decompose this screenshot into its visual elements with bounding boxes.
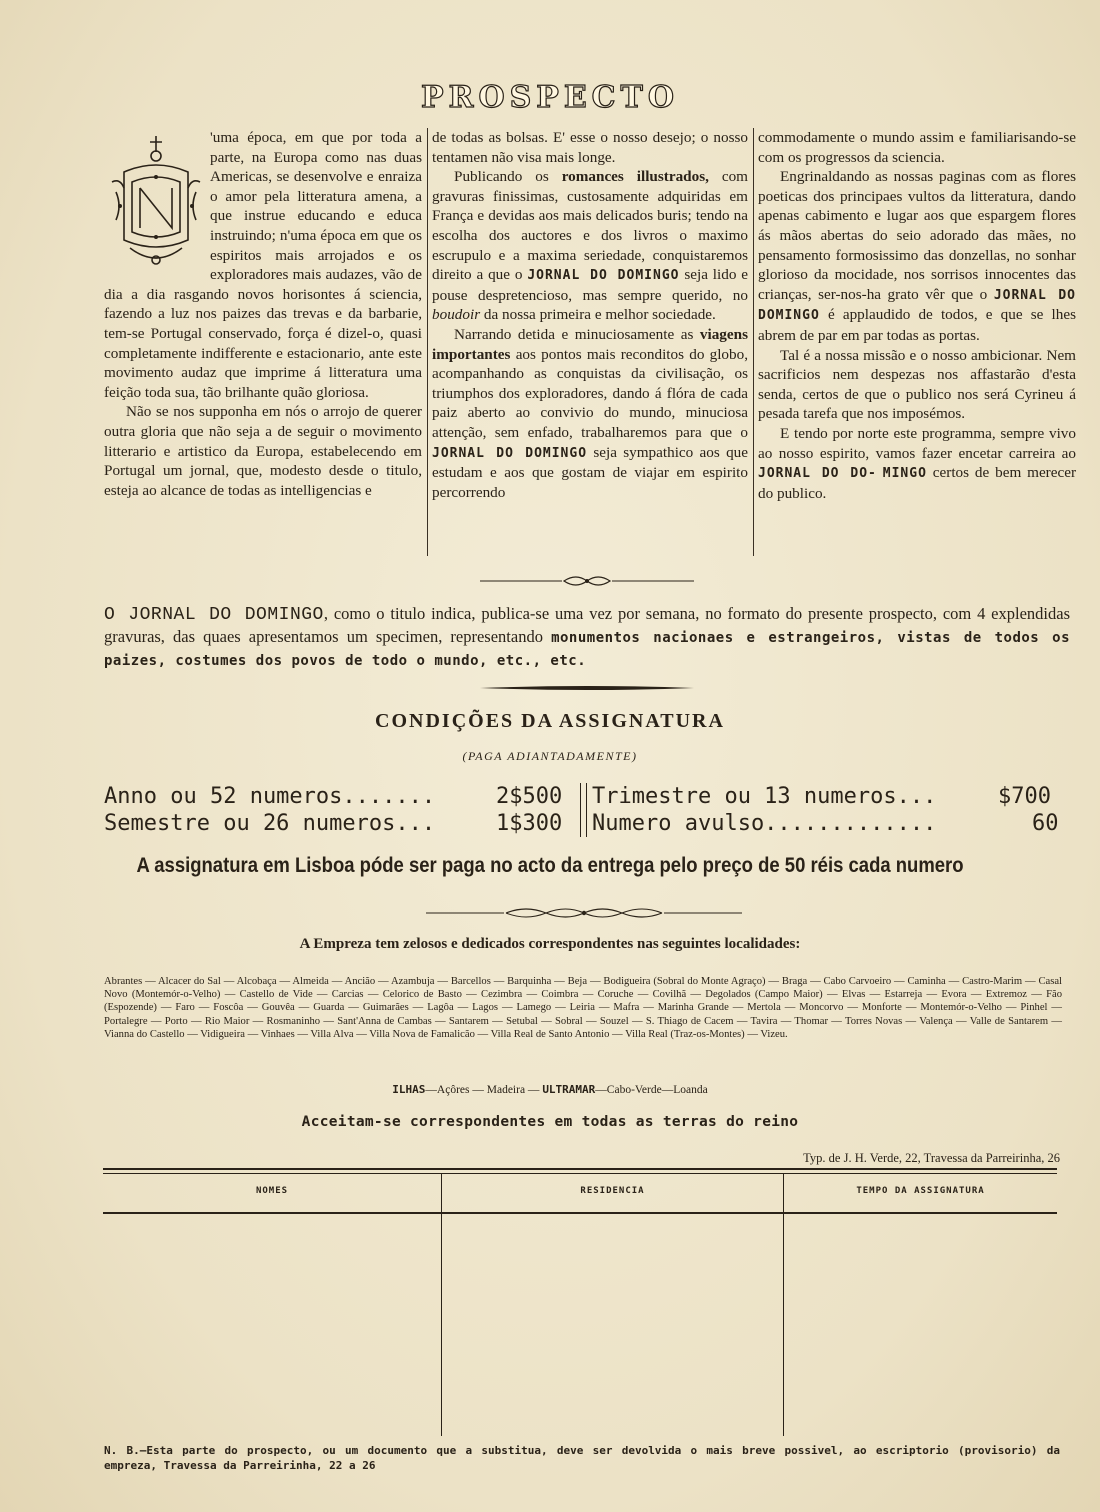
price-label: Anno ou 52 numeros....... [104, 784, 436, 809]
paragraph: Não se nos supponha em nós o arrojo de querer outra gloria que não seja a de seguir o movimento litterario e artistico da Europa, estabelecendo em Portugal um jornal, que, modesto desde o titulo, esteja ao alcance de todas as intelligencias e [104, 403, 422, 499]
subscription-form-table [103, 1168, 1057, 1438]
table-column-rule [783, 1174, 784, 1436]
conditions-title: CONDIÇÕES DA ASSIGNATURA [375, 710, 725, 732]
islands-line: ILHAS—Açôres — Madeira — ULTRAMAR—Cabo-Verde—Loanda [392, 1083, 708, 1096]
price-value: 2$500 [496, 784, 563, 809]
paragraph: 'uma época, em que por toda a parte, na Europa como nas duas Americas, se desenvolve e enraiza o amor pela litteratura amena, a que instrue educando e educa instruindo; n'uma época em que os espiritos mais arrojados e os exploradores mais audazes, vão de dia a dia rasgando novos horisontes á sciencia, fazendo a luz nos paizes das trevas e da barbarie, tem-se Portugal conservado, força é dizel-o, quasi completamente indifferente e estacionario, ante este movimento audaz que imprime á litteratura uma feição toda sua, tão brilhante quão gloriosa. [104, 129, 422, 401]
table-top-rule [103, 1168, 1057, 1174]
ornament-divider-icon [426, 905, 742, 921]
paragraph: E tendo por norte este programma, sempre vivo ao nosso espirito, vamos fazer encetar carreira ao JORNAL DO DO- MINGO certos de bem merecer do publico. [758, 424, 1076, 502]
price-value: $700 [998, 784, 1051, 809]
lisboa-note: A assignatura em Lisboa póde ser paga no acto da entrega pelo preço de 50 réis cada numero [136, 854, 964, 877]
return-note: N. B.—Esta parte do prospecto, ou um documento que a substitua, deve ser devolvida o mais breve possivel, ao escriptorio (provisorio) da empreza, Travessa da Parreirinha, 22 a 26 [104, 1444, 1060, 1472]
table-header-cell: NOMES [255, 1186, 289, 1196]
price-label: Semestre ou 26 numeros... [104, 811, 436, 836]
printer-imprint: Typ. de J. H. Verde, 22, Travessa da Parreirinha, 26 [803, 1151, 1060, 1165]
column-3 [758, 128, 1076, 558]
jornal-name: JORNAL DO DOMINGO [432, 445, 588, 461]
table-header-rule [103, 1212, 1057, 1214]
price-list [104, 781, 1066, 839]
ornament-divider-icon [480, 574, 694, 588]
price-label: Numero avulso............. [592, 811, 937, 836]
price-value: 60 [1032, 811, 1059, 836]
correspondent-places: Abrantes — Alcacer do Sal — Alcobaça — Almeida — Ancião — Azambuja — Barcellos — Barquinha — Beja — Bodigueira (Sobral do Monte Agraço) — Braga — Cabo Carvoeiro — Caminha — Castro-Marim — Casal Novo (Montemór-o-Velho) — Castello de Vide — Carcias — Celorico de Basto — Cezimbra — Coimbra — Coruche — Covilhã — Degolados (Campo Maior) — Elvas — Estarreja — Evora — Extremoz — Fão (Espozende) — Faro — Foscôa — Gouvêa — Guarda — Guimarães — Lagôa — Lagos — Lamego — Leiria — Mafra — Marinha Grande — Mertola — Moncorvo — Monforte — Montemór-o-Velho — Pinhel — Portalegre — Porto — Rio Maior — Rosmaninho — Sant'Anna de Cambas — Santarem — Setubal — Sobral — Souzel — S. Thiago de Cacem — Tavira — Thomar — Torres Novas — Valença — Valle de Santarem — Vianna do Castello — Vidigueira — Vinhaes — Villa Alva — Villa Nova de Famalicão — Villa Real de Santo Antonio — Villa Real (Traz-os-Montes) — Vizeu. [104, 976, 1062, 1040]
text-columns [104, 128, 1076, 558]
paragraph: Publicando os romances illustrados, com gravuras finissimas, custosamente adquiridas em França e devidas aos mais delicados buris; tendo na escolha dos auctores e dos livros o maximo escrupulo e a maxima seriedade, conquistaremos direito a que o JORNAL DO DOMINGO seja lido e pouse despretencioso, mas sempre querido, no boudoir da nossa primeira e melhor sociedade. [432, 168, 748, 324]
table-header-cell: TEMPO DA ASSIGNATURA [856, 1186, 985, 1196]
ornament-divider-icon [480, 683, 694, 693]
table-header-cell: RESIDENCIA [580, 1186, 645, 1196]
price-separator [580, 783, 587, 837]
column-1 [104, 128, 422, 558]
paragraph: Tal é a nossa missão e o nosso ambicionar. Nem sacrificios nem despezas nos affastarão d'esta senda, certos de que o publico nos será Cyrineu á pesada tarefa que nos imposémos. [758, 346, 1076, 423]
column-2 [432, 128, 748, 558]
announcement: O JORNAL DO DOMINGO, como o titulo indica, publica-se uma vez por semana, no formato do presente prospecto, com 4 explendidas gravuras, das quaes apresentamos um specimen, representando monumentos nacionaes e estrangeiros, vistas de todos os paizes, costumes dos povos de todo o mundo, etc., etc. [104, 604, 1070, 669]
paragraph: commodamente o mundo assim e familiarisando-se com os progressos da sciencia. [758, 129, 1076, 166]
paragraph: de todas as bolsas. E' esse o nosso desejo; o nosso tentamen não visa mais longe. [432, 129, 748, 166]
table-column-rule [441, 1174, 442, 1436]
page-title: PROSPECTO [420, 80, 680, 115]
correspondents-invite: Acceitam-se correspondentes em todas as terras do reino [301, 1114, 799, 1130]
price-label: Trimestre ou 13 numeros... [592, 784, 937, 809]
price-value: 1$300 [496, 811, 563, 836]
jornal-name: JORNAL DO DOMINGO [758, 287, 1076, 324]
jornal-name: JORNAL DO DOMINGO [527, 268, 680, 284]
announce-name: O JORNAL DO DOMINGO [104, 605, 324, 625]
correspondents-intro: A Empreza tem zelosos e dedicados correspondentes nas seguintes localidades: [299, 936, 801, 952]
paragraph: Narrando detida e minuciosamente as viagens importantes aos pontos mais reconditos do globo, acompanhando as conquistas da civilisação, os triumphos dos exploradores, dando á flóra de cada paiz aberto ao convivio do mundo, minuciosa attenção, sem enfado, trabalharemos para que o JORNAL DO DOMINGO seja sympathico aos que estudam e aos que gostam de viajar em espirito percorrendo [432, 325, 748, 501]
ornamental-initial-icon [110, 132, 202, 270]
conditions-subtitle: (PAGA ADIANTADAMENTE) [462, 749, 638, 763]
paragraph: Engrinaldando as nossas paginas com as flores poeticas dos principaes vultos da litteratura, dando apenas cabimento e lugar aos que espargem flores ás mãos abertas do seio adorado das mães, no pensamento formosissimo das donzellas, no sonhar glorioso da mocidade, nos sorrisos innocentes das crianças, ser-nos-ha grato vêr que o JORNAL DO DOMINGO é applaudido de todos, e que se lhes abrem de par em par todas as portas. [758, 168, 1076, 344]
